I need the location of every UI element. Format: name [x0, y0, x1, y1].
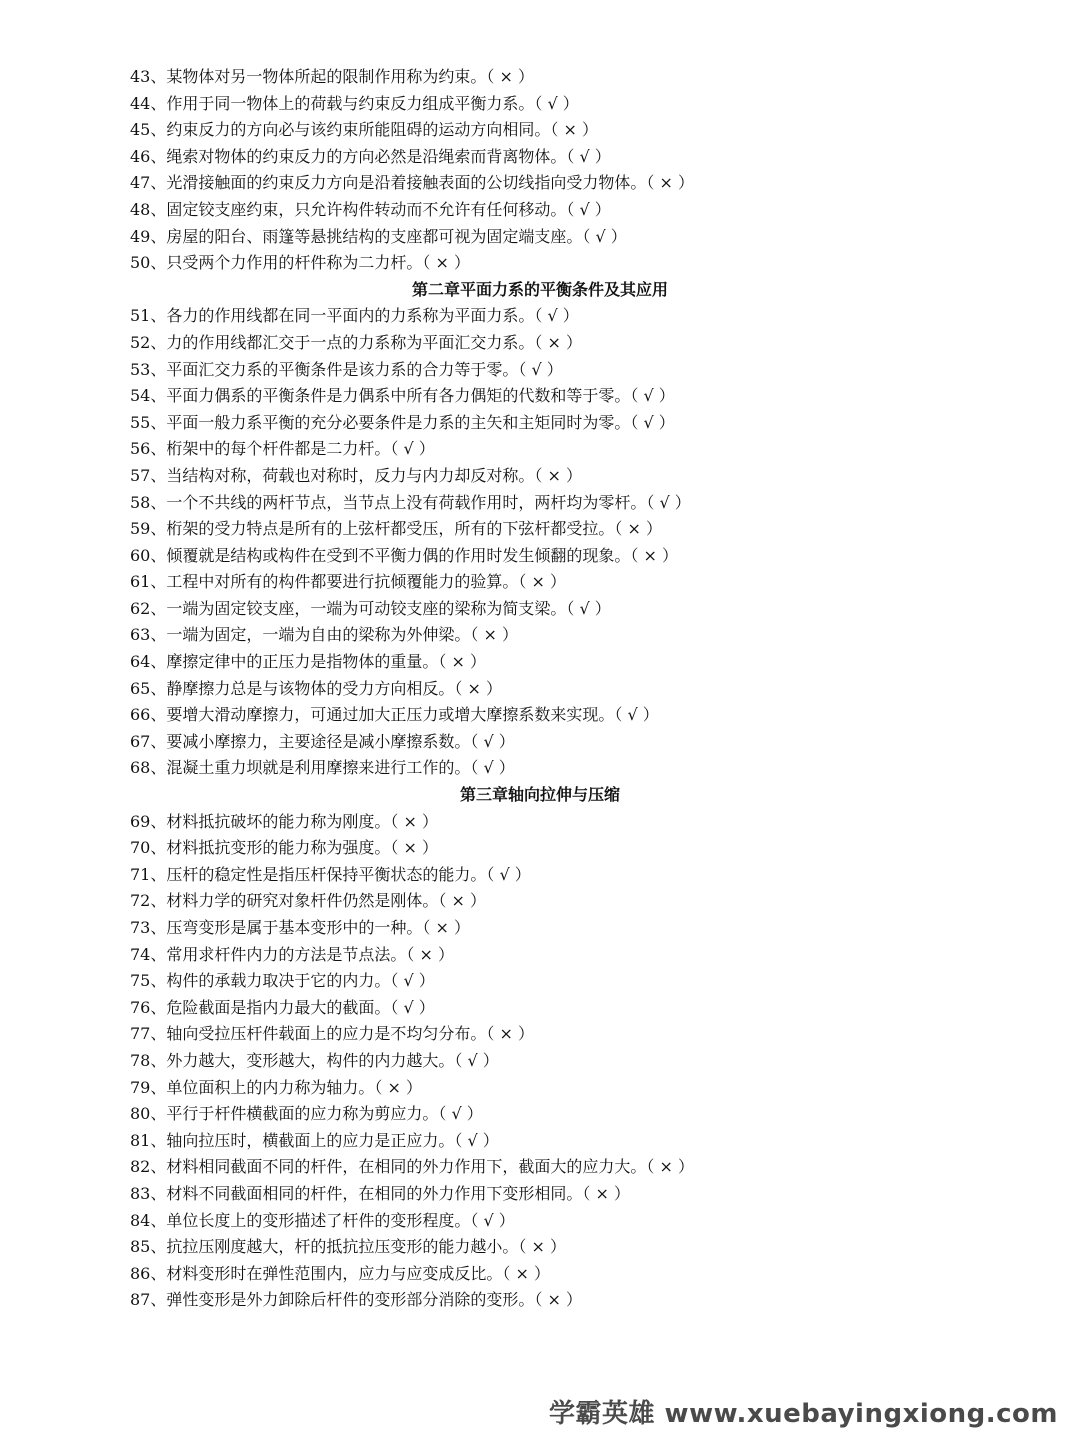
question-item: 58、一个不共线的两杆节点，当节点上没有荷载作用时，两杆均为零杆。（ √ ） [130, 492, 691, 512]
question-item: 54、平面力偶系的平衡条件是力偶系中所有各力偶矩的代数和等于零。（ √ ） [130, 386, 675, 406]
question-item: 59、桁架的受力特点是所有的上弦杆都受压，所有的下弦杆都受拉。（ × ） [130, 519, 662, 539]
question-item: 44、作用于同一物体上的荷载与约束反力组成平衡力系。（ √ ） [130, 93, 579, 113]
question-item: 53、平面汇交力系的平衡条件是该力系的合力等于零。（ √ ） [130, 359, 563, 379]
question-item: 64、摩擦定律中的正压力是指物体的重量。（ × ） [130, 652, 486, 672]
question-item: 78、外力越大，变形越大，构件的内力越大。（ √ ） [130, 1050, 499, 1070]
question-item: 47、光滑接触面的约束反力方向是沿着接触表面的公切线指向受力物体。（ × ） [130, 173, 694, 193]
chapter-heading: 第三章轴向拉伸与压缩 [459, 785, 620, 805]
question-item: 56、桁架中的每个杆件都是二力杆。（ √ ） [130, 439, 435, 459]
question-item: 83、材料不同截面相同的杆件，在相同的外力作用下变形相同。（ × ） [130, 1183, 630, 1203]
question-item: 45、约束反力的方向必与该约束所能阻碍的运动方向相同。（ × ） [130, 120, 598, 140]
question-item: 55、平面一般力系平衡的充分必要条件是力系的主矢和主矩同时为零。（ √ ） [130, 412, 675, 432]
site-watermark: 学霸英雄 www.xuebayingxiong.com [549, 1399, 1058, 1429]
question-item: 46、绳索对物体的约束反力的方向必然是沿绳索而背离物体。（ √ ） [130, 146, 611, 166]
question-item: 51、各力的作用线都在同一平面内的力系称为平面力系。（ √ ） [130, 306, 579, 326]
question-item: 67、要减小摩擦力，主要途径是减小摩擦系数。（ √ ） [130, 731, 515, 751]
question-item: 85、抗拉压刚度越大，杆的抵抗拉压变形的能力越小。（ × ） [130, 1237, 566, 1257]
question-item: 74、常用求杆件内力的方法是节点法。（ × ） [130, 944, 454, 964]
question-item: 81、轴向拉压时，横截面上的应力是正应力。（ √ ） [130, 1130, 499, 1150]
question-item: 79、单位面积上的内力称为轴力。（ × ） [130, 1077, 422, 1097]
question-item: 70、材料抵抗变形的能力称为强度。（ × ） [130, 838, 438, 858]
question-item: 66、要增大滑动摩擦力，可通过加大正压力或增大摩擦系数来实现。（ √ ） [130, 705, 659, 725]
question-item: 80、平行于杆件横截面的应力称为剪应力。（ √ ） [130, 1104, 483, 1124]
question-item: 68、混凝土重力坝就是利用摩擦来进行工作的。（ √ ） [130, 758, 515, 778]
question-list [130, 64, 950, 1314]
question-item: 71、压杆的稳定性是指压杆保持平衡状态的能力。（ √ ） [130, 864, 531, 884]
question-item: 84、单位长度上的变形描述了杆件的变形程度。（ √ ） [130, 1210, 515, 1230]
question-item: 57、当结构对称，荷载也对称时，反力与内力却反对称。（ × ） [130, 465, 582, 485]
question-item: 72、材料力学的研究对象杆件仍然是刚体。（ × ） [130, 891, 486, 911]
question-item: 69、材料抵抗破坏的能力称为刚度。（ × ） [130, 811, 438, 831]
question-item: 61、工程中对所有的构件都要进行抗倾覆能力的验算。（ × ） [130, 572, 566, 592]
question-item: 43、某物体对另一物体所起的限制作用称为约束。（ × ） [130, 67, 534, 86]
question-item: 63、一端为固定，一端为自由的梁称为外伸梁。（ × ） [130, 625, 518, 645]
question-item: 73、压弯变形是属于基本变形中的一种。（ × ） [130, 918, 470, 937]
question-item: 76、危险截面是指内力最大的截面。（ √ ） [130, 997, 435, 1017]
question-item: 87、弹性变形是外力卸除后杆件的变形部分消除的变形。（ × ） [130, 1290, 582, 1310]
chapter-heading: 第二章平面力系的平衡条件及其应用 [411, 279, 668, 299]
question-item: 75、构件的承载力取决于它的内力。（ √ ） [130, 971, 435, 991]
question-item: 82、材料相同截面不同的杆件，在相同的外力作用下，截面大的应力大。（ × ） [130, 1157, 694, 1177]
question-item: 52、力的作用线都汇交于一点的力系称为平面汇交力系。（ × ） [130, 332, 582, 352]
question-item: 65、静摩擦力总是与该物体的受力方向相反。（ × ） [130, 678, 502, 698]
question-item: 48、固定铰支座约束，只允许构件转动而不允许有任何移动。（ √ ） [130, 199, 611, 219]
question-item: 50、只受两个力作用的杆件称为二力杆。（ × ） [130, 253, 470, 273]
question-item: 49、房屋的阳台、雨篷等悬挑结构的支座都可视为固定端支座。（ √ ） [130, 226, 627, 246]
question-item: 86、材料变形时在弹性范围内，应力与应变成反比。（ × ） [130, 1263, 550, 1283]
question-item: 60、倾覆就是结构或构件在受到不平衡力偶的作用时发生倾翻的现象。（ × ） [130, 545, 678, 565]
question-item: 77、轴向受拉压杆件载面上的应力是不均匀分布。（ × ） [130, 1024, 534, 1044]
question-item: 62、一端为固定铰支座，一端为可动铰支座的梁称为简支梁。（ √ ） [130, 598, 611, 618]
